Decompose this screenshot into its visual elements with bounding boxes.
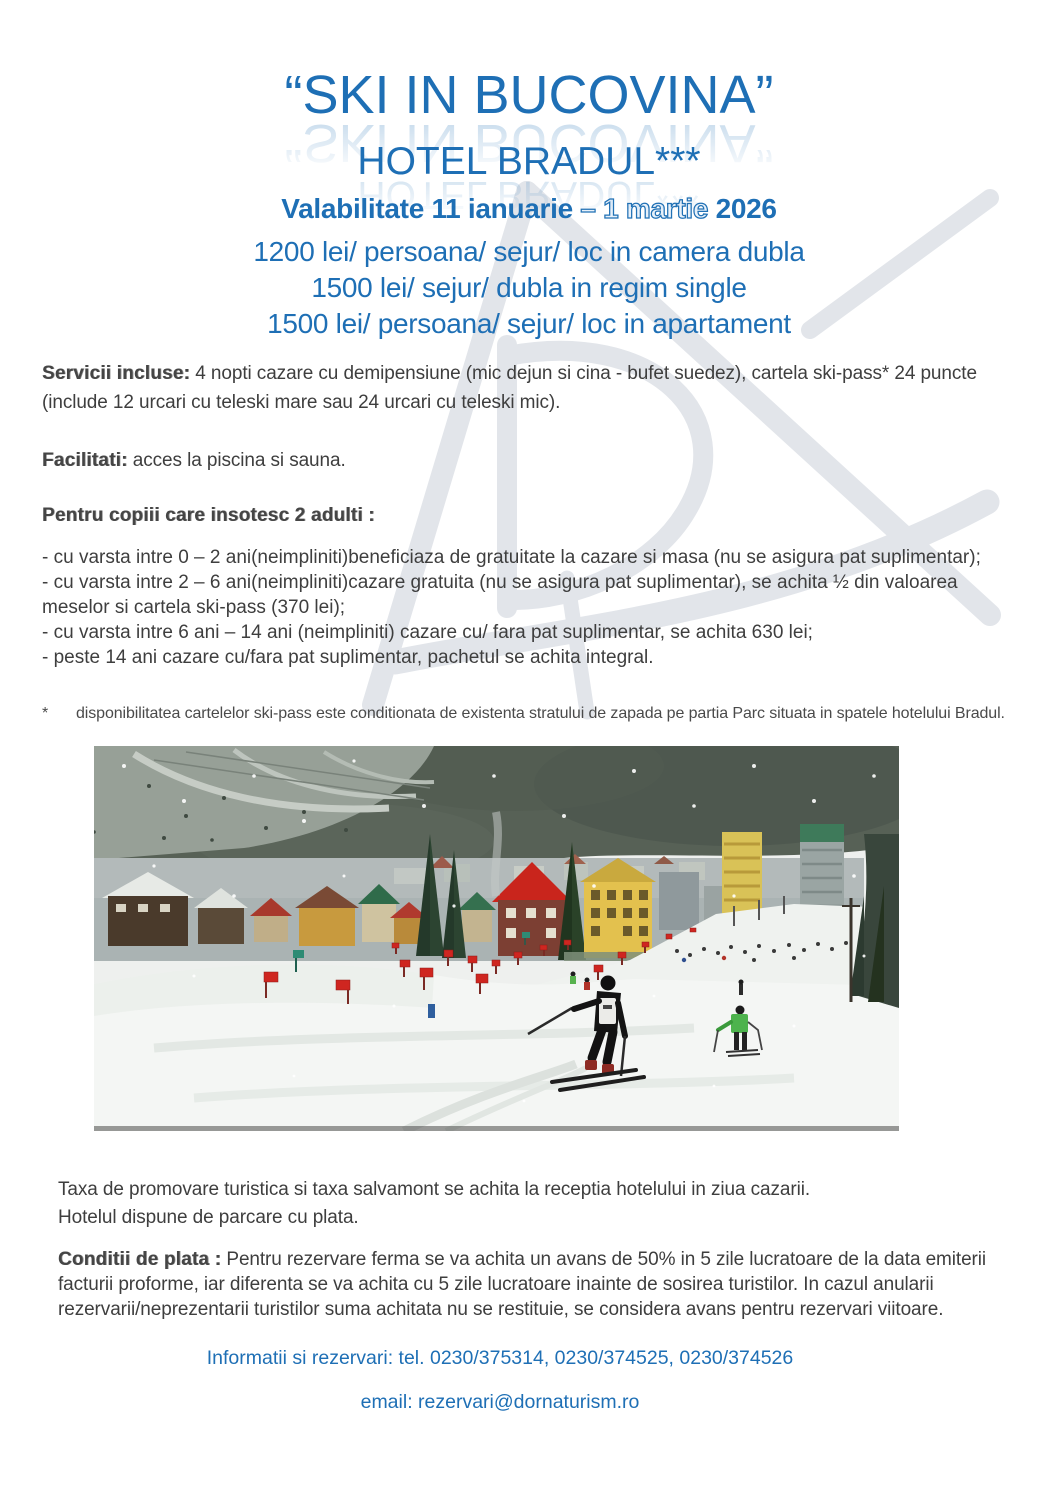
facilities-text: acces la piscina si sauna. <box>127 450 346 471</box>
payment-terms-text: Pentru rezervare ferma se va achita un avans de 50% in 5 zile lucratoare de la data emiterii facturii proforme, iar diferenta se va achita cu 5 zile lucratoare inainte de sosirea turistilor. In cazul anularii rezervarii/neprezentarii turistilor suma achitata nu se restituie, se considera avans pentru rezervari viitoare. <box>58 1249 987 1320</box>
contact-email-line: email: rezervari@dornaturism.ro <box>360 1391 640 1413</box>
price-line-apartment: 1500 lei/ persoana/ sejur/ loc in apartament <box>267 308 791 339</box>
price-list <box>42 234 1016 342</box>
validity-prefix: Valabilitate 11 ianuarie <box>281 193 581 224</box>
tax-line-2: Hotelul dispune de parcare cu plata. <box>58 1207 359 1228</box>
validity-suffix: 2026 <box>708 193 777 224</box>
list-item: - cu varsta intre 0 – 2 ani(neimpliniti)beneficiaza de gratuitate la cazare si masa (nu se asigura pat suplimentar); <box>42 547 981 568</box>
ski-slope-photo <box>94 746 899 1131</box>
services-text: 4 nopti cazare cu demipensiune (mic dejun si cina - bufet suedez), cartela ski-pass* 24 puncte (include 12 urcari cu teleski mare sau 24 urcari cu teleski mic). <box>42 363 977 413</box>
list-item: - cu varsta intre 2 – 6 ani(neimpliniti)cazare gratuita (nu se asigura pat suplimentar), se achita ½ din valoarea meselor si cartela ski-pass (370 lei); <box>42 572 958 618</box>
page-title: “SKI IN BUCOVINA” <box>284 65 774 125</box>
validity-outline-text: – 1 martie <box>580 193 709 224</box>
payment-terms-label: Conditii de plata : <box>58 1249 222 1270</box>
price-line-double-room: 1200 lei/ persoana/ sejur/ loc in camera dubla <box>253 236 805 267</box>
children-policy-list <box>42 545 1016 670</box>
ski-pass-footnote <box>42 703 1016 724</box>
services-paragraph <box>42 359 1016 417</box>
list-item: - cu varsta intre 6 ani – 14 ani (neimpliniti) cazare cu/ fara pat suplimentar, se achita 630 lei; <box>42 622 813 643</box>
facilities-label: Facilitati: <box>42 450 128 471</box>
tax-line-1: Taxa de promovare turistica si taxa salvamont se achita la receptia hotelului in ziua cazarii. <box>58 1179 811 1200</box>
children-policy-label: Pentru copiii care insotesc 2 adulti : <box>42 505 375 526</box>
footnote-asterisk: * <box>42 705 49 722</box>
hotel-name: HOTEL BRADUL*** <box>357 140 701 183</box>
footnote-text: disponibilitatea cartelelor ski-pass este conditionata de existenta stratului de zapada pe partia Parc situata in spatele hotelului Bradul. <box>76 705 1005 722</box>
ski-slope-photo-canvas <box>94 746 899 1131</box>
contact-phone-line: Informatii si rezervari: tel. 0230/375314, 0230/374525, 0230/374526 <box>206 1347 794 1369</box>
payment-terms-paragraph <box>58 1247 988 1322</box>
facilities-paragraph <box>42 446 1016 475</box>
services-label: Servicii incluse: <box>42 363 191 384</box>
list-item: - peste 14 ani cazare cu/fara pat suplimentar, pachetul se achita integral. <box>42 647 654 668</box>
tax-paragraph <box>58 1176 1016 1232</box>
price-line-single-use: 1500 lei/ sejur/ dubla in regim single <box>311 272 747 303</box>
validity-line <box>42 193 1016 225</box>
